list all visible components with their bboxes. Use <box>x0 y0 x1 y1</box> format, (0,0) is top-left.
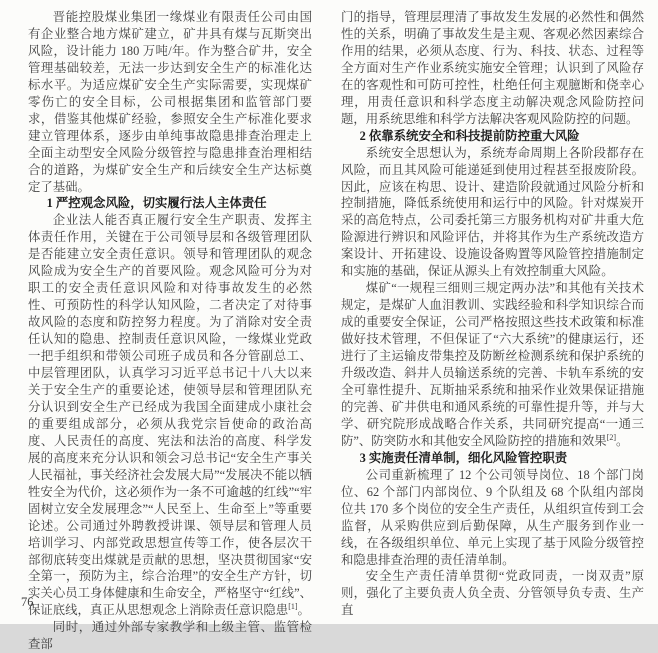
paragraph: 系统安全思想认为，系统寿命周期上各阶段都存在风险，而且其风险可能递延到使用过程甚至报废阶段。因此，应该在构思、设计、建造阶段就通过风险分析和控制措施，降低系统使用和运行中的风险。针对煤炭开采的高危特点，公司委托第三方服务机构对矿井重大危险源进行辨识和风险评估，并将其作为生产系统改造方案设计、开拓建设、设施设备购置等风险管控措施制定和实施的基础，保证从源头上有效控制重大风险。 <box>341 145 644 279</box>
text-column-left <box>28 9 312 653</box>
paragraph: 门的指导，管理层理清了事故发生发展的必然性和偶然性的关系，明确了事故发生是主观、客观必然因素综合作用的结果，必须从态度、行为、科技、状态、过程等全方面对生产作业系统实施安全管理；认识到了风险存在的客观性和可防可控性，杜绝任何主观臆断和侥幸心理，用责任意识和科学态度主动解决观念风险防控问题，用系统思维和科学方法解决客观风险防控的问题。 <box>341 10 644 126</box>
citation-reference: [2] <box>606 432 617 442</box>
paragraph: 晋能控股煤业集团一缘煤业有限责任公司由国有企业整合地方煤矿建立，矿井具有煤与瓦斯突出风险，设计能力 180 万吨/年。作为整合矿井，安全管理基础较差，无法一步达到安全生产的标准化达标水平。为适应煤矿安全生产实际需要，实现煤矿零伤亡的安全目标，公司根据集团和监管部门要求，借鉴其他煤矿经验，参照安全生产标准化要求建立管理体系，逐步由单纯事故隐患排查治理走上全面主动型安全风险分级管控与隐患排查治理相结合的道路，为煤矿安全生产和后续安全生产达标奠定了基础。 <box>28 10 312 194</box>
paragraph: 企业法人能否真正履行安全生产职责、发挥主体责任作用，关键在于公司领导层和各级管理团队是否能建立安全责任意识。领导和管理团队的观念风险成为安全生产的首要风险。观念风险可分为对职工的安全责任意识风险和对待事故发生的必然性、可预防性的科学认知风险，二者决定了对待事故风险的态度和防控努力程度。为了消除对安全责任认知的隐患、控制责任意识风险，一缘煤业党政一把手组织和带领公司班子成员和各分管副总工、中层管理团队，认真学习习近平总书记十八大以来关于安全生产的重要论述，使领导层和管理团队充分认识到安全生产已经成为我国全面建成小康社会的重要组成部分，必须从我党宗旨使命的政治高度、人民责任的高度、宪法和法治的高度、科学发展的高度来充分认识和领会习总书记“安全生产事关人民福祉，事关经济社会发展大局”“发展决不能以牺牲安全为代价，这必须作为一条不可逾越的红线”“牢固树立安全发展理念”“人民至上、生命至上”等重要论述。公司通过外聘教授讲课、领导层和管理人员培训学习、内部党政思想宣传等工作，使各层次干部彻底转变出煤就是贡献的思想，坚决贯彻国家“安全第一，预防为主，综合治理”的安全生产方针，切实关心员工身体健康和生命安全，严格坚守“红线”、保证底线，真正从思想观念上消除责任意识隐患[1]。 <box>28 213 312 618</box>
paragraph: 煤矿“一规程三细则三规定两办法”和其他有关技术规定，是煤矿人血泪教训、实践经验和科学知识综合而成的重要安全保证，公司严格按照这些技术政策和标准做好技术管理，不但保证了“六大系统”的健康运行，还进行了主运输皮带集控及防断丝检测系统和保护系统的升级改造、斜井人员输送系统的完善、卡轨车系统的安全可靠性提升、瓦斯抽采系统和抽采作业效果保证措施的完善、矿井供电和通风系统的可靠性提升等，并与大学、研究院形成战略合作关系，共同研究提高“一通三防”、防突防水和其他安全风险防控的措施和效果[2]。 <box>341 281 644 448</box>
paragraph: 安全生产责任清单贯彻“党政同责，一岗双责”原则，强化了主要负责人负全责、分管领导负专责、生产直 <box>341 569 644 618</box>
section-heading: 3 实施责任清单制，细化风险管控职责 <box>359 450 568 465</box>
section-heading: 1 严控观念风险，切实履行法人主体责任 <box>46 196 267 211</box>
paragraph: 同时，通过外部专家教学和上级主管、监管检查部 <box>28 620 312 652</box>
citation-reference: [1] <box>288 602 298 612</box>
page-number: 76 <box>21 595 34 609</box>
section-heading: 2 依靠系统安全和科技提前防控重大风险 <box>359 128 580 143</box>
paragraph: 公司重新梳理了 12 个公司领导岗位、18 个部门岗位、62 个部门内部岗位、9 个队组及 68 个队组内部岗位共 170 多个岗位的安全生产责任，从组织宣传到工会监督，从采购供应到后勤保障，从生产服务到作业一线，在各级组织单位、单元上实现了基于风险分级管控和隐患排查治理的责任清单制。 <box>341 467 644 567</box>
text-column-right <box>341 9 644 653</box>
article-body <box>28 9 644 653</box>
